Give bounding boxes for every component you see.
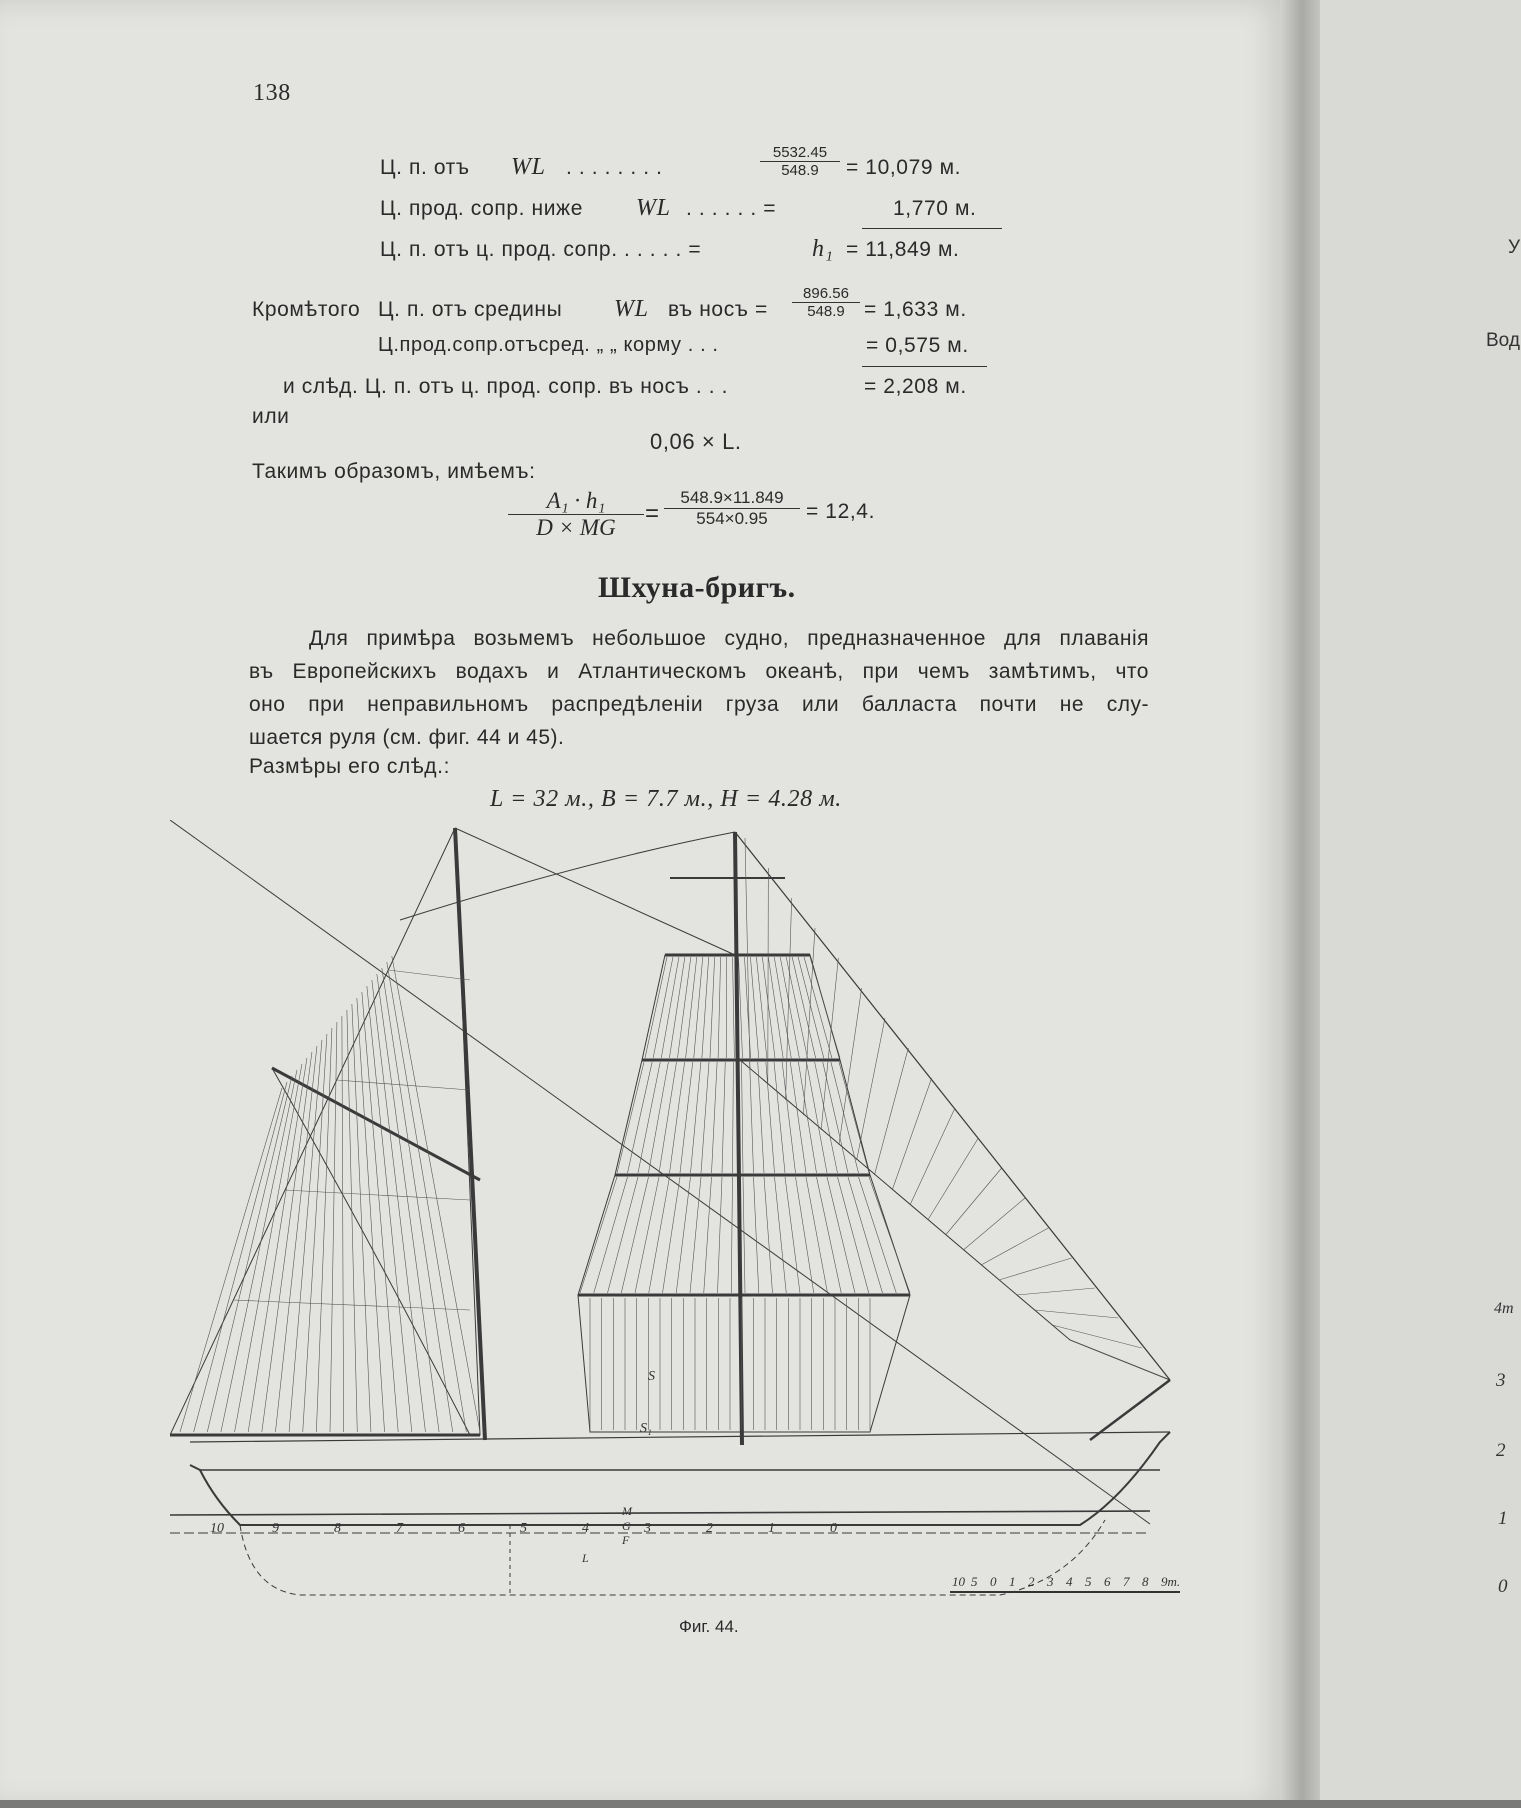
scale-label: 5 xyxy=(971,1574,978,1589)
paragraph-line: оно при неправильномъ распредѣленіи груза или балласта почти не слу- xyxy=(249,693,1149,716)
station-labels xyxy=(210,1521,837,1536)
calc-line-5-result: = 0,575 м. xyxy=(866,334,969,357)
formula-fraction-b xyxy=(664,488,800,529)
facing-scale-label: 1 xyxy=(1498,1508,1508,1529)
spring-stay xyxy=(455,828,735,955)
calc-line-4-mid: въ носъ = xyxy=(668,298,768,321)
point-label: G xyxy=(622,1519,631,1533)
scale-label: 0 xyxy=(990,1574,997,1589)
calc-line-1-wl: WL xyxy=(511,154,546,180)
figure-caption: Фиг. 44. xyxy=(679,1617,739,1636)
station-label: 6 xyxy=(458,1521,465,1536)
calc-line-1-dots: . . . . . . . . xyxy=(566,156,663,179)
facing-scale-label: 4m xyxy=(1494,1300,1514,1317)
station-label: 10 xyxy=(210,1521,224,1536)
calc-line-2-wl: WL xyxy=(636,195,671,221)
fore-stay xyxy=(735,832,1170,1380)
section-heading: Шхуна-бригъ. xyxy=(598,571,796,604)
facing-scale-label: 0 xyxy=(1498,1576,1508,1597)
fraction-denominator: 548.9 xyxy=(781,162,819,179)
station-label: 8 xyxy=(334,1521,341,1536)
calc-line-6-result: = 2,208 м. xyxy=(864,375,967,398)
fraction-denominator: 554×0.95 xyxy=(696,509,768,528)
scale-label: 9m. xyxy=(1161,1574,1181,1589)
scale-label: 5 xyxy=(1085,1574,1092,1589)
point-label: S xyxy=(648,1369,655,1384)
fraction-numerator: 5532.45 xyxy=(760,144,840,162)
formula-fraction-a xyxy=(508,488,644,541)
fore-sail xyxy=(170,828,480,1435)
calc-line-1-fraction xyxy=(760,144,840,179)
point-label: M xyxy=(622,1504,632,1518)
calc-line-2-dots: . . . . . . = xyxy=(686,197,777,220)
station-label: 1 xyxy=(768,1521,775,1536)
scale-label: 1 xyxy=(1009,1574,1016,1589)
station-label: 5 xyxy=(520,1521,527,1536)
scale-label: 3 xyxy=(1047,1574,1054,1589)
paragraph-line: въ Европейскихъ водахъ и Атлантическомъ океанѣ, при чемъ замѣтимъ, что xyxy=(249,660,1149,683)
formula-result: = 12,4. xyxy=(806,500,876,523)
sum-rule xyxy=(862,228,1002,229)
calc-line-4-prefix: Кромѣтого xyxy=(252,298,361,321)
sum-rule-2 xyxy=(862,366,987,367)
calc-line-5-label: Ц.прод.сопр.отъсред. „ „ корму . . . xyxy=(378,334,719,356)
waterline xyxy=(170,1511,1150,1515)
facing-page-fragment: Вод xyxy=(1486,330,1520,351)
bottom-edge xyxy=(0,1800,1521,1808)
calc-line-4-result: = 1,633 м. xyxy=(864,298,967,321)
fraction-numerator: 548.9×11.849 xyxy=(664,488,800,509)
calc-line-3-result: = 11,849 м. xyxy=(846,238,960,261)
upper-stay xyxy=(400,832,735,920)
page-number: 138 xyxy=(253,80,291,106)
paragraph-line: Для примѣра возьмемъ небольшое судно, предназначенное для плаванія xyxy=(309,627,1149,650)
schooner-brig-drawing xyxy=(170,820,1210,1610)
calc-line-4-fraction xyxy=(792,285,860,320)
facing-page xyxy=(1320,0,1521,1808)
point-label: S₁ xyxy=(640,1421,652,1436)
calc-line-1-result: = 10,079 м. xyxy=(846,156,962,179)
calc-line-2-result: 1,770 м. xyxy=(893,197,977,220)
scale-label: 6 xyxy=(1104,1574,1111,1589)
fraction-numerator: A₁ · h₁ xyxy=(508,488,644,515)
dimensions-label: Размѣры его слѣд.: xyxy=(249,755,451,778)
dimensions-formula: L = 32 м., B = 7.7 м., H = 4.28 м. xyxy=(490,786,842,812)
paragraph-line: шается руля (см. фиг. 44 и 45). xyxy=(249,726,565,749)
calc-line-1-label: Ц. п. отъ xyxy=(380,156,470,179)
station-label: 9 xyxy=(272,1521,279,1536)
calc-line-4-wl: WL xyxy=(614,296,649,322)
square-sails xyxy=(578,955,910,1432)
scale-labels xyxy=(952,1574,1180,1589)
point-label: F xyxy=(622,1533,630,1547)
station-label: 4 xyxy=(582,1521,589,1536)
station-label: 0 xyxy=(830,1521,837,1536)
calc-line-4-label: Ц. п. отъ средины xyxy=(378,298,563,321)
facing-scale-label: 2 xyxy=(1496,1440,1506,1461)
page-gutter xyxy=(1280,0,1320,1808)
fraction-numerator: 896.56 xyxy=(792,285,860,303)
body-paragraph xyxy=(249,622,1149,754)
facing-scale-label: 3 xyxy=(1496,1370,1506,1391)
calc-line-6-label: и слѣд. Ц. п. отъ ц. прод. сопр. въ носъ . . . xyxy=(283,375,729,398)
station-label: 7 xyxy=(396,1521,403,1536)
scale-label: 2 xyxy=(1028,1574,1035,1589)
fore-leech xyxy=(272,1068,470,1435)
fraction-denominator: D × MG xyxy=(536,515,616,540)
bowsprit xyxy=(1090,1380,1170,1440)
thus-text: Такимъ образомъ, имѣемъ: xyxy=(252,460,536,483)
scale-label: 8 xyxy=(1142,1574,1149,1589)
station-label: 3 xyxy=(644,1521,651,1536)
equals-sign: = xyxy=(645,500,660,527)
or-word: или xyxy=(252,405,290,428)
calc-line-2-label: Ц. прод. сопр. ниже xyxy=(380,197,583,220)
calc-line-7: 0,06 × L. xyxy=(650,429,742,454)
scale-label: 7 xyxy=(1123,1574,1130,1589)
fraction-denominator: 548.9 xyxy=(807,303,845,320)
foremast xyxy=(455,828,485,1440)
point-label: L xyxy=(582,1551,589,1565)
calc-line-3-label: Ц. п. отъ ц. прод. сопр. . . . . . = xyxy=(380,238,702,261)
facing-page-fragment: У xyxy=(1508,237,1521,258)
scale-label: 4 xyxy=(1066,1574,1073,1589)
mainmast xyxy=(735,832,742,1445)
station-label: 2 xyxy=(706,1521,713,1536)
scale-label: 10 xyxy=(952,1574,965,1589)
calc-line-3-h: h₁ xyxy=(812,236,834,262)
